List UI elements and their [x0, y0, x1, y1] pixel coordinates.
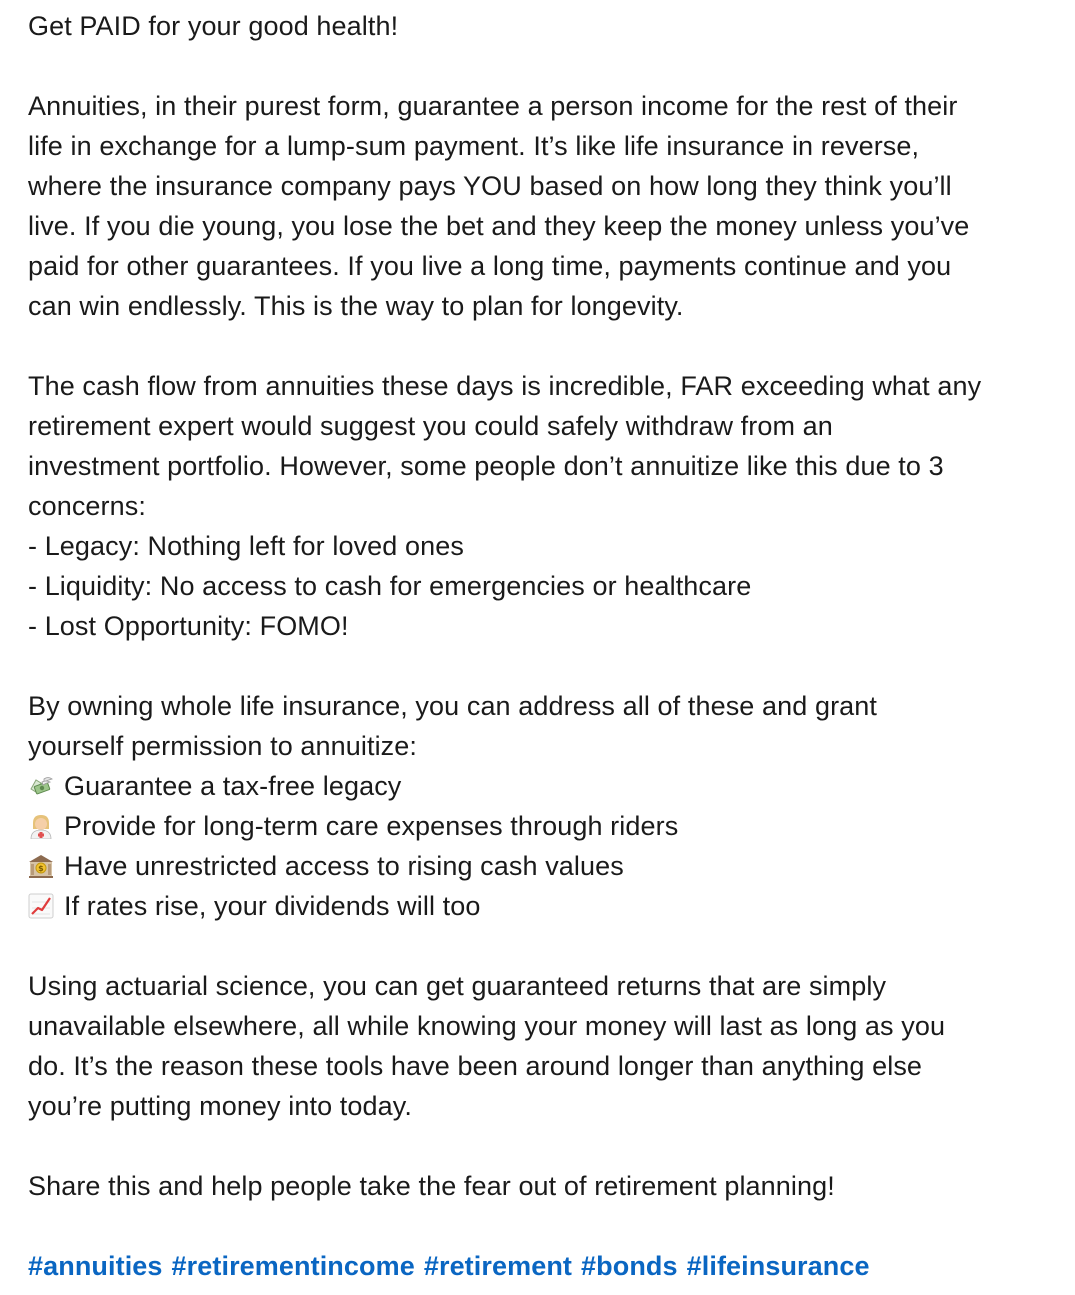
paragraph-line: you’re putting money into today.	[28, 1091, 412, 1121]
hashtag-row	[28, 1246, 1058, 1286]
hashtag-link[interactable]: #lifeinsurance	[686, 1251, 870, 1281]
hashtag-link[interactable]: #retirement	[423, 1251, 573, 1281]
paragraph-line: can win endlessly. This is the way to plan for longevity.	[28, 291, 684, 321]
list-item	[28, 886, 1058, 926]
paragraph-whole-life	[28, 686, 1058, 766]
paragraph-line: The cash flow from annuities these days is incredible, FAR exceeding what any	[28, 371, 982, 401]
list-item: - Lost Opportunity: FOMO!	[28, 611, 349, 641]
list-item: - Liquidity: No access to cash for emergencies or healthcare	[28, 571, 752, 601]
benefits-list	[28, 766, 1058, 926]
benefit-text: Provide for long-term care expenses through riders	[64, 811, 679, 841]
paragraph-line: do. It’s the reason these tools have been around longer than anything else	[28, 1051, 923, 1081]
paragraph-line: investment portfolio. However, some people don’t annuitize like this due to 3	[28, 451, 944, 481]
benefit-text: If rates rise, your dividends will too	[64, 891, 481, 921]
paragraph-line: retirement expert would suggest you could safely withdraw from an	[28, 411, 833, 441]
paragraph-line: concerns:	[28, 491, 146, 521]
paragraph-annuities-intro	[28, 86, 1058, 326]
bank-icon	[28, 853, 54, 879]
paragraph-line: Using actuarial science, you can get guaranteed returns that are simply	[28, 971, 887, 1001]
paragraph-line: yourself permission to annuitize:	[28, 731, 417, 761]
paragraph-line: By owning whole life insurance, you can address all of these and grant	[28, 691, 878, 721]
paragraph-actuarial	[28, 966, 1058, 1126]
list-item	[28, 766, 1058, 806]
benefit-text: Have unrestricted access to rising cash values	[64, 851, 624, 881]
post-headline: Get PAID for your good health!	[28, 11, 399, 41]
concerns-list	[28, 526, 1058, 646]
post-body	[28, 6, 1058, 1286]
spacer	[28, 46, 1058, 86]
hashtag-link[interactable]: #retirementincome	[171, 1251, 415, 1281]
spacer	[28, 326, 1058, 366]
hashtag-link[interactable]: #bonds	[581, 1251, 678, 1281]
paragraph-line: paid for other guarantees. If you live a long time, payments continue and you	[28, 251, 952, 281]
list-item: - Legacy: Nothing left for loved ones	[28, 531, 464, 561]
money-with-wings-icon	[28, 773, 54, 799]
list-item	[28, 806, 1058, 846]
spacer	[28, 1206, 1058, 1246]
svg-text:$: $	[38, 864, 44, 873]
benefit-text: Guarantee a tax-free legacy	[64, 771, 402, 801]
paragraph-line: Annuities, in their purest form, guarantee a person income for the rest of their	[28, 91, 958, 121]
list-item	[28, 846, 1058, 886]
hashtag-link[interactable]: #annuities	[28, 1251, 163, 1281]
spacer	[28, 646, 1058, 686]
chart-increasing-icon	[28, 893, 54, 919]
spacer	[28, 1126, 1058, 1166]
paragraph-line: where the insurance company pays YOU based on how long they think you’ll	[28, 171, 952, 201]
paragraph-cash-flow	[28, 366, 1058, 526]
paragraph-line: unavailable elsewhere, all while knowing your money will last as long as you	[28, 1011, 946, 1041]
paragraph-line: live. If you die young, you lose the bet and they keep the money unless you’ve	[28, 211, 970, 241]
paragraph-line: life in exchange for a lump-sum payment. It’s like life insurance in reverse,	[28, 131, 920, 161]
health-worker-icon	[28, 813, 54, 839]
closing-call-to-action: Share this and help people take the fear out of retirement planning!	[28, 1171, 835, 1201]
spacer	[28, 926, 1058, 966]
